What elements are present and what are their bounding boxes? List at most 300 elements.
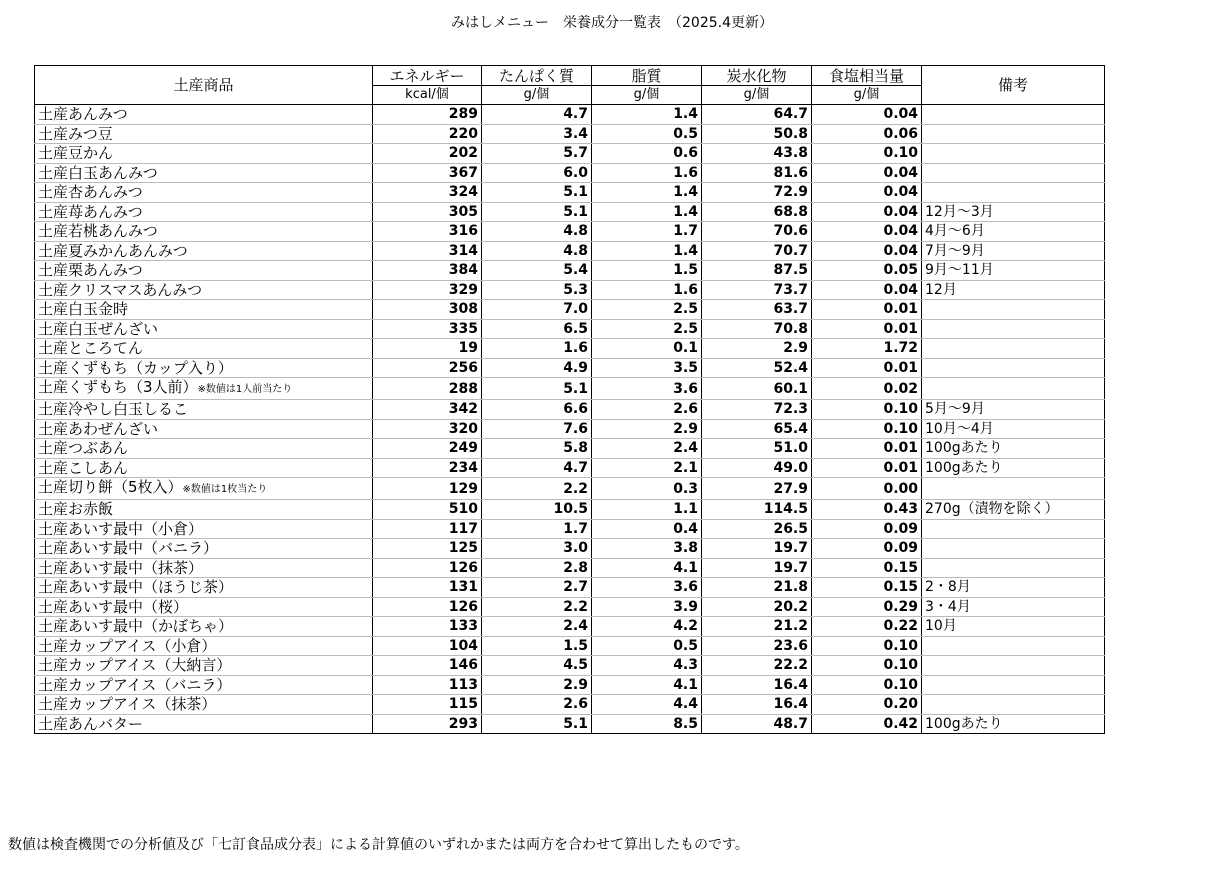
product-name-cell — [35, 419, 373, 439]
energy-cell: 131 — [373, 578, 482, 598]
table-row — [35, 419, 1105, 439]
salt-cell: 0.01 — [812, 300, 922, 320]
fat-cell: 1.4 — [592, 202, 702, 222]
product-name: 土産カップアイス（抹茶） — [38, 695, 217, 714]
note-cell — [922, 300, 1105, 320]
unit-protein: g/個 — [482, 86, 592, 105]
carbs-cell: 19.7 — [702, 539, 812, 559]
product-name-cell — [35, 695, 373, 715]
carbs-cell: 65.4 — [702, 419, 812, 439]
fat-cell: 3.6 — [592, 578, 702, 598]
note-cell — [922, 478, 1105, 500]
fat-cell: 1.4 — [592, 105, 702, 125]
note-cell — [922, 636, 1105, 656]
header-notes: 備考 — [922, 66, 1105, 105]
salt-cell: 0.10 — [812, 636, 922, 656]
protein-cell: 2.8 — [482, 558, 592, 578]
fat-cell: 1.6 — [592, 280, 702, 300]
table-row — [35, 714, 1105, 734]
product-name: 土産苺あんみつ — [38, 202, 143, 221]
energy-cell: 117 — [373, 519, 482, 539]
table-row — [35, 105, 1105, 125]
protein-cell: 5.1 — [482, 202, 592, 222]
protein-cell: 2.2 — [482, 478, 592, 500]
product-name: 土産若桃あんみつ — [38, 222, 158, 241]
product-name-cell — [35, 222, 373, 242]
product-name-note: ※数値は1人前当たり — [197, 384, 293, 395]
energy-cell: 125 — [373, 539, 482, 559]
table-row — [35, 163, 1105, 183]
salt-cell: 1.72 — [812, 339, 922, 359]
note-cell — [922, 656, 1105, 676]
protein-cell: 6.5 — [482, 319, 592, 339]
fat-cell: 1.1 — [592, 500, 702, 520]
fat-cell: 0.5 — [592, 636, 702, 656]
note-cell: 12月～3月 — [922, 202, 1105, 222]
note-cell — [922, 163, 1105, 183]
energy-cell: 316 — [373, 222, 482, 242]
carbs-cell: 52.4 — [702, 358, 812, 378]
product-name: 土産杏あんみつ — [38, 183, 143, 202]
product-name: 土産みつ豆 — [38, 124, 113, 143]
salt-cell: 0.04 — [812, 280, 922, 300]
carbs-cell: 63.7 — [702, 300, 812, 320]
note-cell: 270g（漬物を除く） — [922, 500, 1105, 520]
protein-cell: 2.2 — [482, 597, 592, 617]
header-energy: エネルギー — [373, 66, 482, 86]
note-cell — [922, 319, 1105, 339]
note-cell: 100gあたり — [922, 714, 1105, 734]
header-protein: たんぱく質 — [482, 66, 592, 86]
protein-cell: 6.6 — [482, 400, 592, 420]
protein-cell: 4.9 — [482, 358, 592, 378]
energy-cell: 342 — [373, 400, 482, 420]
fat-cell: 3.6 — [592, 378, 702, 400]
salt-cell: 0.06 — [812, 124, 922, 144]
fat-cell: 4.3 — [592, 656, 702, 676]
note-cell: 12月 — [922, 280, 1105, 300]
table-body — [35, 105, 1105, 734]
product-name: 土産つぶあん — [38, 439, 129, 458]
product-name-cell — [35, 144, 373, 164]
protein-cell: 5.8 — [482, 439, 592, 459]
note-cell — [922, 183, 1105, 203]
product-name-cell — [35, 458, 373, 478]
table-row — [35, 261, 1105, 281]
energy-cell: 289 — [373, 105, 482, 125]
note-cell: 100gあたり — [922, 439, 1105, 459]
protein-cell: 2.6 — [482, 695, 592, 715]
table-row — [35, 439, 1105, 459]
energy-cell: 133 — [373, 617, 482, 637]
protein-cell: 1.5 — [482, 636, 592, 656]
product-name: 土産あいす最中（桜） — [38, 597, 189, 616]
table-row — [35, 280, 1105, 300]
table-row — [35, 124, 1105, 144]
fat-cell: 4.4 — [592, 695, 702, 715]
product-name-cell — [35, 105, 373, 125]
protein-cell: 7.0 — [482, 300, 592, 320]
fat-cell: 2.9 — [592, 419, 702, 439]
salt-cell: 0.10 — [812, 144, 922, 164]
product-name-cell — [35, 261, 373, 281]
note-cell: 10月～4月 — [922, 419, 1105, 439]
product-name-cell — [35, 617, 373, 637]
product-name-cell — [35, 378, 373, 400]
table-row — [35, 597, 1105, 617]
fat-cell: 8.5 — [592, 714, 702, 734]
table-row — [35, 500, 1105, 520]
product-name: 土産くずもち（3人前） — [38, 378, 198, 396]
product-name-cell — [35, 183, 373, 203]
table-row — [35, 478, 1105, 500]
carbs-cell: 21.2 — [702, 617, 812, 637]
carbs-cell: 21.8 — [702, 578, 812, 598]
protein-cell: 3.0 — [482, 539, 592, 559]
product-name: 土産あんみつ — [38, 105, 128, 124]
product-name-cell — [35, 241, 373, 261]
energy-cell: 305 — [373, 202, 482, 222]
protein-cell: 5.4 — [482, 261, 592, 281]
unit-energy: kcal/個 — [373, 86, 482, 105]
table-row — [35, 617, 1105, 637]
note-cell — [922, 378, 1105, 400]
salt-cell: 0.22 — [812, 617, 922, 637]
table-row — [35, 378, 1105, 400]
energy-cell: 256 — [373, 358, 482, 378]
table-row — [35, 636, 1105, 656]
carbs-cell: 114.5 — [702, 500, 812, 520]
energy-cell: 308 — [373, 300, 482, 320]
fat-cell: 0.1 — [592, 339, 702, 359]
table-row — [35, 558, 1105, 578]
note-cell: 5月～9月 — [922, 400, 1105, 420]
carbs-cell: 51.0 — [702, 439, 812, 459]
carbs-cell: 50.8 — [702, 124, 812, 144]
note-cell: 10月 — [922, 617, 1105, 637]
carbs-cell: 19.7 — [702, 558, 812, 578]
protein-cell: 4.7 — [482, 458, 592, 478]
table-row — [35, 458, 1105, 478]
carbs-cell: 60.1 — [702, 378, 812, 400]
product-name: 土産くずもち（カップ入り） — [38, 358, 233, 377]
carbs-cell: 16.4 — [702, 695, 812, 715]
energy-cell: 115 — [373, 695, 482, 715]
fat-cell: 2.5 — [592, 319, 702, 339]
product-name-cell — [35, 300, 373, 320]
energy-cell: 384 — [373, 261, 482, 281]
nutrition-table — [34, 65, 1105, 734]
protein-cell: 4.5 — [482, 656, 592, 676]
protein-cell: 3.4 — [482, 124, 592, 144]
product-name-cell — [35, 202, 373, 222]
carbs-cell: 48.7 — [702, 714, 812, 734]
protein-cell: 5.1 — [482, 378, 592, 400]
product-name: 土産お赤飯 — [38, 500, 114, 519]
table-header — [35, 66, 1105, 105]
carbs-cell: 26.5 — [702, 519, 812, 539]
product-name: 土産切り餅（5枚入） — [38, 478, 183, 496]
product-name: 土産クリスマスあんみつ — [38, 280, 203, 299]
note-cell — [922, 358, 1105, 378]
product-name: 土産あいす最中（かぼちゃ） — [38, 617, 234, 636]
product-name: 土産白玉金時 — [38, 300, 129, 319]
carbs-cell: 64.7 — [702, 105, 812, 125]
product-name-cell — [35, 339, 373, 359]
energy-cell: 146 — [373, 656, 482, 676]
salt-cell: 0.10 — [812, 419, 922, 439]
product-name: 土産豆かん — [38, 144, 114, 163]
note-cell: 100gあたり — [922, 458, 1105, 478]
carbs-cell: 87.5 — [702, 261, 812, 281]
protein-cell: 7.6 — [482, 419, 592, 439]
footnote: 数値は検査機関での分析値及び「七訂食品成分表」による計算値のいずれかまたは両方を合わせて算出したものです。 — [8, 837, 749, 853]
product-name: 土産白玉あんみつ — [38, 163, 158, 182]
note-cell: 2・8月 — [922, 578, 1105, 598]
protein-cell: 1.6 — [482, 339, 592, 359]
energy-cell: 288 — [373, 378, 482, 400]
carbs-cell: 22.2 — [702, 656, 812, 676]
energy-cell: 249 — [373, 439, 482, 459]
carbs-cell: 49.0 — [702, 458, 812, 478]
note-cell — [922, 519, 1105, 539]
product-name-cell — [35, 519, 373, 539]
carbs-cell: 2.9 — [702, 339, 812, 359]
protein-cell: 4.8 — [482, 222, 592, 242]
protein-cell: 2.4 — [482, 617, 592, 637]
salt-cell: 0.04 — [812, 105, 922, 125]
salt-cell: 0.01 — [812, 458, 922, 478]
product-name-cell — [35, 656, 373, 676]
fat-cell: 3.5 — [592, 358, 702, 378]
salt-cell: 0.04 — [812, 222, 922, 242]
table-row — [35, 300, 1105, 320]
salt-cell: 0.15 — [812, 578, 922, 598]
carbs-cell: 72.3 — [702, 400, 812, 420]
product-name-cell — [35, 539, 373, 559]
product-name-cell — [35, 636, 373, 656]
salt-cell: 0.04 — [812, 163, 922, 183]
salt-cell: 0.29 — [812, 597, 922, 617]
carbs-cell: 70.6 — [702, 222, 812, 242]
product-name: 土産こしあん — [38, 458, 129, 477]
fat-cell: 3.8 — [592, 539, 702, 559]
note-cell: 4月～6月 — [922, 222, 1105, 242]
energy-cell: 113 — [373, 675, 482, 695]
fat-cell: 1.7 — [592, 222, 702, 242]
energy-cell: 126 — [373, 597, 482, 617]
product-name-note: ※数値は1枚当たり — [182, 484, 268, 495]
energy-cell: 202 — [373, 144, 482, 164]
table-row — [35, 519, 1105, 539]
energy-cell: 329 — [373, 280, 482, 300]
table-row — [35, 241, 1105, 261]
energy-cell: 104 — [373, 636, 482, 656]
page-title: みはしメニュー 栄養成分一覧表 （2025.4更新） — [451, 15, 773, 31]
table-row — [35, 222, 1105, 242]
fat-cell: 1.4 — [592, 241, 702, 261]
carbs-cell: 27.9 — [702, 478, 812, 500]
energy-cell: 129 — [373, 478, 482, 500]
salt-cell: 0.10 — [812, 656, 922, 676]
carbs-cell: 73.7 — [702, 280, 812, 300]
energy-cell: 126 — [373, 558, 482, 578]
energy-cell: 367 — [373, 163, 482, 183]
salt-cell: 0.04 — [812, 241, 922, 261]
protein-cell: 5.1 — [482, 183, 592, 203]
fat-cell: 2.4 — [592, 439, 702, 459]
unit-salt: g/個 — [812, 86, 922, 105]
protein-cell: 10.5 — [482, 500, 592, 520]
protein-cell: 2.9 — [482, 675, 592, 695]
fat-cell: 2.1 — [592, 458, 702, 478]
salt-cell: 0.02 — [812, 378, 922, 400]
fat-cell: 4.2 — [592, 617, 702, 637]
energy-cell: 293 — [373, 714, 482, 734]
table-row — [35, 339, 1105, 359]
salt-cell: 0.01 — [812, 358, 922, 378]
product-name: 土産あんバター — [38, 714, 144, 733]
energy-cell: 234 — [373, 458, 482, 478]
note-cell — [922, 339, 1105, 359]
product-name-cell — [35, 439, 373, 459]
salt-cell: 0.10 — [812, 400, 922, 420]
product-name-cell — [35, 597, 373, 617]
unit-carbs: g/個 — [702, 86, 812, 105]
protein-cell: 2.7 — [482, 578, 592, 598]
product-name: 土産カップアイス（大納言） — [38, 656, 232, 675]
protein-cell: 5.3 — [482, 280, 592, 300]
fat-cell: 0.4 — [592, 519, 702, 539]
product-name: 土産カップアイス（バニラ） — [38, 675, 232, 694]
product-name-cell — [35, 578, 373, 598]
product-name-cell — [35, 163, 373, 183]
note-cell: 3・4月 — [922, 597, 1105, 617]
carbs-cell: 72.9 — [702, 183, 812, 203]
carbs-cell: 70.7 — [702, 241, 812, 261]
salt-cell: 0.09 — [812, 519, 922, 539]
protein-cell: 5.1 — [482, 714, 592, 734]
salt-cell: 0.01 — [812, 439, 922, 459]
table-row — [35, 695, 1105, 715]
table-row — [35, 183, 1105, 203]
salt-cell: 0.01 — [812, 319, 922, 339]
energy-cell: 320 — [373, 419, 482, 439]
salt-cell: 0.43 — [812, 500, 922, 520]
product-name-cell — [35, 675, 373, 695]
salt-cell: 0.00 — [812, 478, 922, 500]
energy-cell: 335 — [373, 319, 482, 339]
carbs-cell: 68.8 — [702, 202, 812, 222]
energy-cell: 220 — [373, 124, 482, 144]
salt-cell: 0.09 — [812, 539, 922, 559]
header-product: 土産商品 — [35, 66, 373, 105]
note-cell — [922, 675, 1105, 695]
product-name-cell — [35, 358, 373, 378]
carbs-cell: 70.8 — [702, 319, 812, 339]
fat-cell: 1.6 — [592, 163, 702, 183]
protein-cell: 4.7 — [482, 105, 592, 125]
table-row — [35, 539, 1105, 559]
fat-cell: 4.1 — [592, 558, 702, 578]
product-name: 土産白玉ぜんざい — [38, 319, 159, 338]
table-row — [35, 400, 1105, 420]
product-name: 土産あわぜんざい — [38, 419, 159, 438]
fat-cell: 0.3 — [592, 478, 702, 500]
table-row — [35, 578, 1105, 598]
note-cell — [922, 558, 1105, 578]
carbs-cell: 16.4 — [702, 675, 812, 695]
note-cell: 7月～9月 — [922, 241, 1105, 261]
protein-cell: 1.7 — [482, 519, 592, 539]
header-fat: 脂質 — [592, 66, 702, 86]
product-name: 土産あいす最中（ほうじ茶） — [38, 578, 234, 597]
fat-cell: 1.4 — [592, 183, 702, 203]
salt-cell: 0.15 — [812, 558, 922, 578]
note-cell — [922, 124, 1105, 144]
salt-cell: 0.10 — [812, 675, 922, 695]
table-row — [35, 358, 1105, 378]
salt-cell: 0.04 — [812, 183, 922, 203]
protein-cell: 4.8 — [482, 241, 592, 261]
product-name: 土産あいす最中（小倉） — [38, 519, 204, 538]
product-name-cell — [35, 558, 373, 578]
product-name-cell — [35, 500, 373, 520]
note-cell — [922, 105, 1105, 125]
protein-cell: 6.0 — [482, 163, 592, 183]
carbs-cell: 20.2 — [702, 597, 812, 617]
product-name-cell — [35, 124, 373, 144]
fat-cell: 2.6 — [592, 400, 702, 420]
product-name-cell — [35, 478, 373, 500]
fat-cell: 1.5 — [592, 261, 702, 281]
table-row — [35, 675, 1105, 695]
energy-cell: 510 — [373, 500, 482, 520]
energy-cell: 314 — [373, 241, 482, 261]
fat-cell: 4.1 — [592, 675, 702, 695]
header-carbs: 炭水化物 — [702, 66, 812, 86]
product-name-cell — [35, 319, 373, 339]
protein-cell: 5.7 — [482, 144, 592, 164]
note-cell — [922, 539, 1105, 559]
product-name: 土産冷やし白玉しるこ — [38, 400, 189, 419]
table-row — [35, 202, 1105, 222]
salt-cell: 0.04 — [812, 202, 922, 222]
carbs-cell: 23.6 — [702, 636, 812, 656]
product-name: 土産カップアイス（小倉） — [38, 636, 217, 655]
table-row — [35, 144, 1105, 164]
product-name: 土産ところてん — [38, 339, 143, 358]
table-row — [35, 319, 1105, 339]
product-name: 土産夏みかんあんみつ — [38, 241, 188, 260]
product-name-cell — [35, 714, 373, 734]
table-row — [35, 656, 1105, 676]
energy-cell: 324 — [373, 183, 482, 203]
product-name: 土産あいす最中（バニラ） — [38, 539, 219, 558]
carbs-cell: 43.8 — [702, 144, 812, 164]
energy-cell: 19 — [373, 339, 482, 359]
carbs-cell: 81.6 — [702, 163, 812, 183]
product-name: 土産栗あんみつ — [38, 261, 143, 280]
note-cell — [922, 144, 1105, 164]
note-cell — [922, 695, 1105, 715]
fat-cell: 3.9 — [592, 597, 702, 617]
salt-cell: 0.20 — [812, 695, 922, 715]
header-salt: 食塩相当量 — [812, 66, 922, 86]
product-name-cell — [35, 400, 373, 420]
unit-fat: g/個 — [592, 86, 702, 105]
fat-cell: 2.5 — [592, 300, 702, 320]
